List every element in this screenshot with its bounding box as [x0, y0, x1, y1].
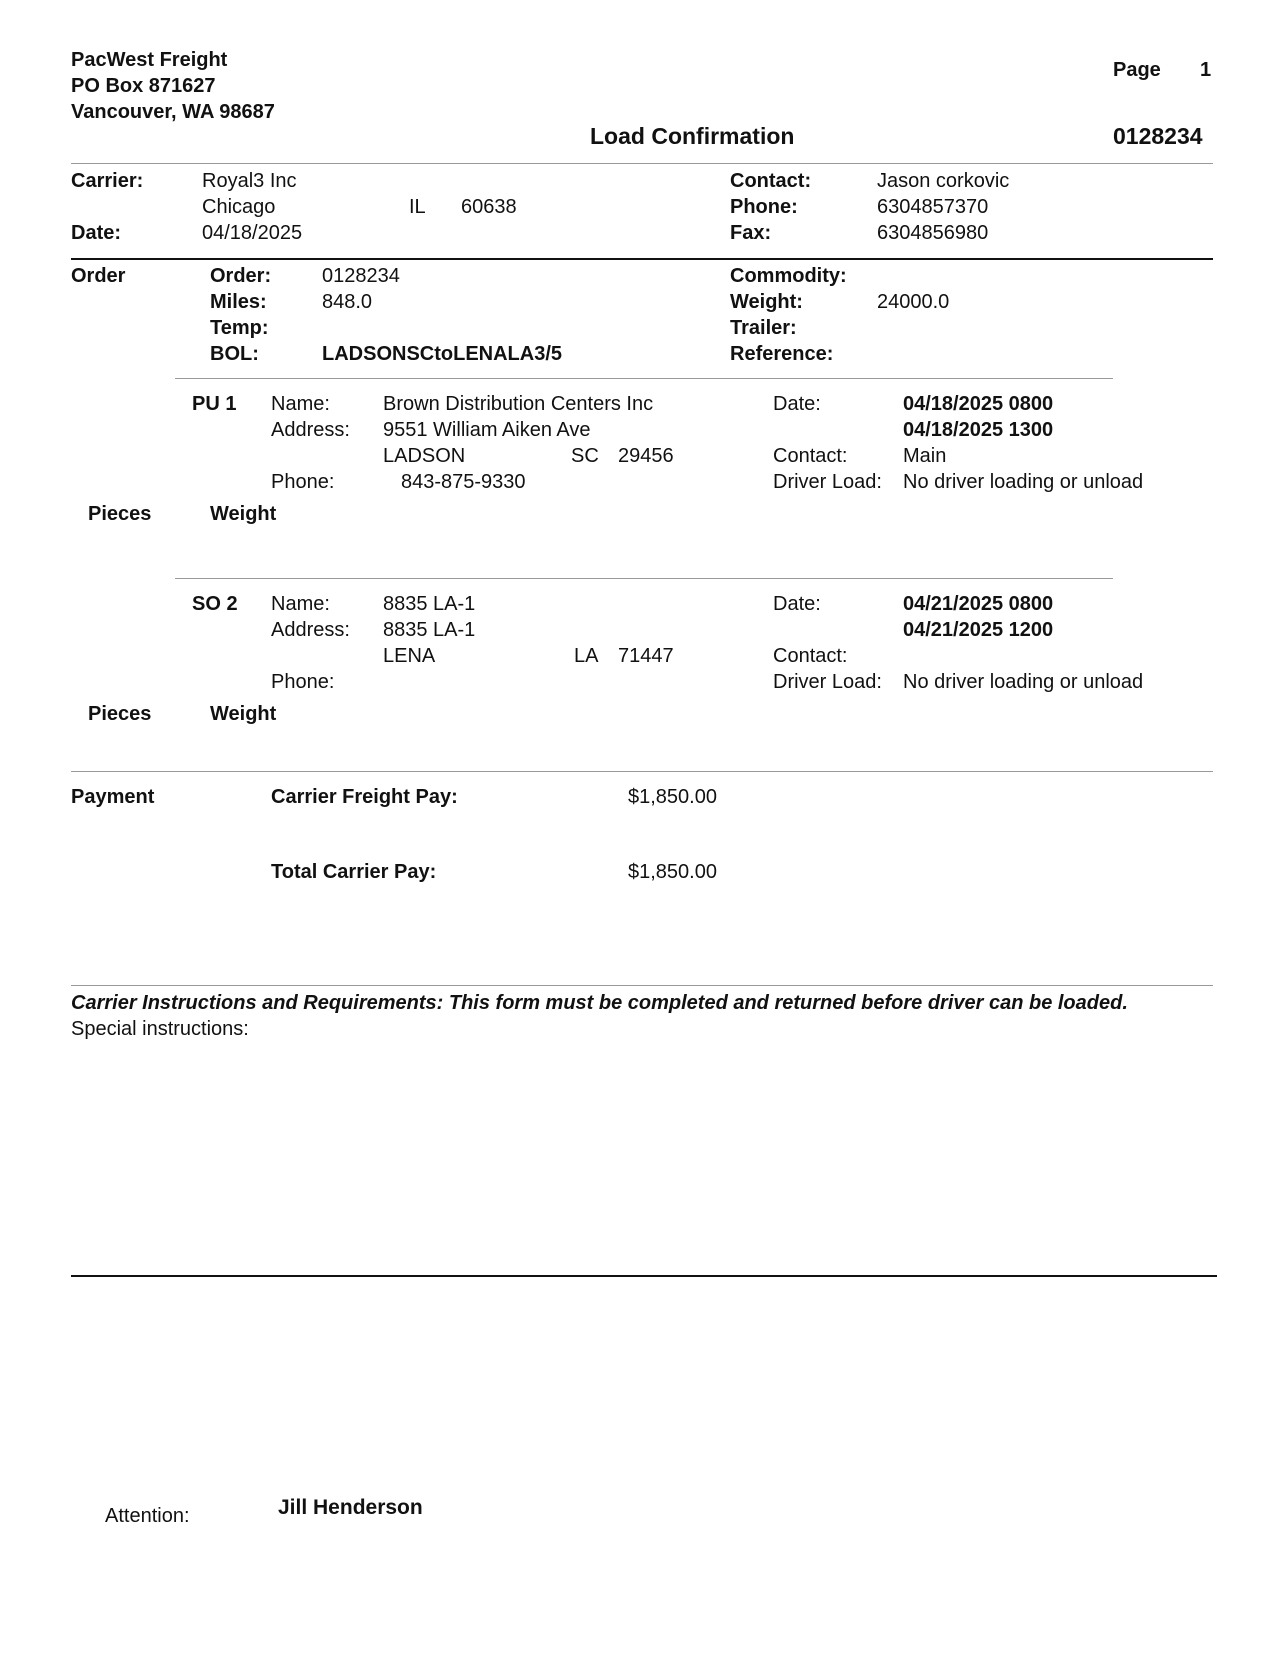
stop-name: 8835 LA-1: [383, 593, 476, 615]
stop-phone-label: Phone:: [271, 471, 335, 493]
carrier-state: IL: [409, 196, 426, 218]
carrier-city: Chicago: [202, 196, 276, 218]
company-name: PacWest Freight: [71, 49, 228, 71]
carrier-date-label: Date:: [71, 222, 122, 244]
stop-date-end: 04/21/2025 1200: [903, 619, 1054, 641]
stop-address: 9551 William Aiken Ave: [383, 419, 591, 441]
stop-name-label: Name:: [271, 593, 330, 615]
pieces-label: Pieces: [88, 503, 152, 525]
stop-contact-label: Contact:: [773, 445, 848, 467]
stop-driver-load-label: Driver Load:: [773, 471, 882, 493]
commodity-label: Commodity:: [730, 265, 847, 287]
weight-label: Weight:: [730, 291, 803, 313]
contact-value: Jason corkovic: [877, 170, 1010, 192]
weight-value: 24000.0: [877, 291, 950, 313]
document-title: Load Confirmation: [590, 123, 795, 149]
carrier-freight-pay-value: $1,850.00: [628, 786, 717, 808]
carrier-name: Royal3 Inc: [202, 170, 297, 192]
bol-value: LADSONSCtoLENALA3/5: [322, 343, 563, 365]
bol-label: BOL:: [210, 343, 259, 365]
carrier-zip: 60638: [461, 196, 517, 218]
stop-address-label: Address:: [271, 419, 350, 441]
carrier-freight-pay-label: Carrier Freight Pay:: [271, 786, 458, 808]
special-instructions-label: Special instructions:: [71, 1018, 249, 1040]
stop-date-end: 04/18/2025 1300: [903, 419, 1054, 441]
weight-column-label: Weight: [210, 703, 277, 725]
trailer-label: Trailer:: [730, 317, 797, 339]
carrier-divider: [71, 258, 1213, 260]
stop-state: SC: [571, 445, 599, 467]
temp-label: Temp:: [210, 317, 269, 339]
pieces-label: Pieces: [88, 703, 152, 725]
page-number: 1: [1200, 59, 1212, 81]
contact-label: Contact:: [730, 170, 812, 192]
stop-id: PU 1: [192, 393, 237, 415]
stop-divider: [175, 578, 1113, 579]
stop-address-label: Address:: [271, 619, 350, 641]
stop-phone: 843-875-9330: [401, 471, 526, 493]
stop-state: LA: [574, 645, 599, 667]
miles-label: Miles:: [210, 291, 267, 313]
carrier-date: 04/18/2025: [202, 222, 303, 244]
instructions-heading: Carrier Instructions and Requirements: This form must be completed and returned before driver can be loaded.: [71, 992, 1128, 1014]
header-divider: [71, 163, 1213, 164]
stop-contact: Main: [903, 445, 947, 467]
payment-divider: [71, 771, 1213, 772]
phone-label: Phone:: [730, 196, 798, 218]
payment-section-label: Payment: [71, 786, 155, 808]
phone-value: 6304857370: [877, 196, 989, 218]
stop-city: LADSON: [383, 445, 466, 467]
attention-name: Jill Henderson: [278, 1496, 423, 1519]
stop-id: SO 2: [192, 593, 238, 615]
stop-date-label: Date:: [773, 593, 821, 615]
stop-phone-label: Phone:: [271, 671, 335, 693]
attention-label: Attention:: [105, 1505, 190, 1527]
stop-contact-label: Contact:: [773, 645, 848, 667]
stop-driver-load-label: Driver Load:: [773, 671, 882, 693]
weight-column-label: Weight: [210, 503, 277, 525]
instructions-divider: [71, 985, 1213, 986]
stop-zip: 29456: [618, 445, 674, 467]
total-carrier-pay-label: Total Carrier Pay:: [271, 861, 437, 883]
order-divider: [175, 378, 1113, 379]
reference-label: Reference:: [730, 343, 834, 365]
document-number: 0128234: [1113, 123, 1203, 149]
stop-driver-load: No driver loading or unload: [903, 471, 1144, 493]
order-label: Order:: [210, 265, 272, 287]
stop-date-start: 04/18/2025 0800: [903, 393, 1054, 415]
fax-value: 6304856980: [877, 222, 989, 244]
stop-name-label: Name:: [271, 393, 330, 415]
stop-zip: 71447: [618, 645, 674, 667]
stop-name: Brown Distribution Centers Inc: [383, 393, 654, 415]
stop-address: 8835 LA-1: [383, 619, 476, 641]
company-po-box: PO Box 871627: [71, 75, 216, 97]
carrier-label: Carrier:: [71, 170, 144, 192]
signature-divider: [71, 1275, 1217, 1277]
stop-driver-load: No driver loading or unload: [903, 671, 1144, 693]
order-section-label: Order: [71, 265, 126, 287]
stop-date-start: 04/21/2025 0800: [903, 593, 1054, 615]
stop-date-label: Date:: [773, 393, 821, 415]
stop-city: LENA: [383, 645, 436, 667]
order-value: 0128234: [322, 265, 400, 287]
miles-value: 848.0: [322, 291, 373, 313]
total-carrier-pay-value: $1,850.00: [628, 861, 717, 883]
fax-label: Fax:: [730, 222, 772, 244]
page-label: Page: [1113, 59, 1161, 81]
company-city-state-zip: Vancouver, WA 98687: [71, 101, 275, 123]
